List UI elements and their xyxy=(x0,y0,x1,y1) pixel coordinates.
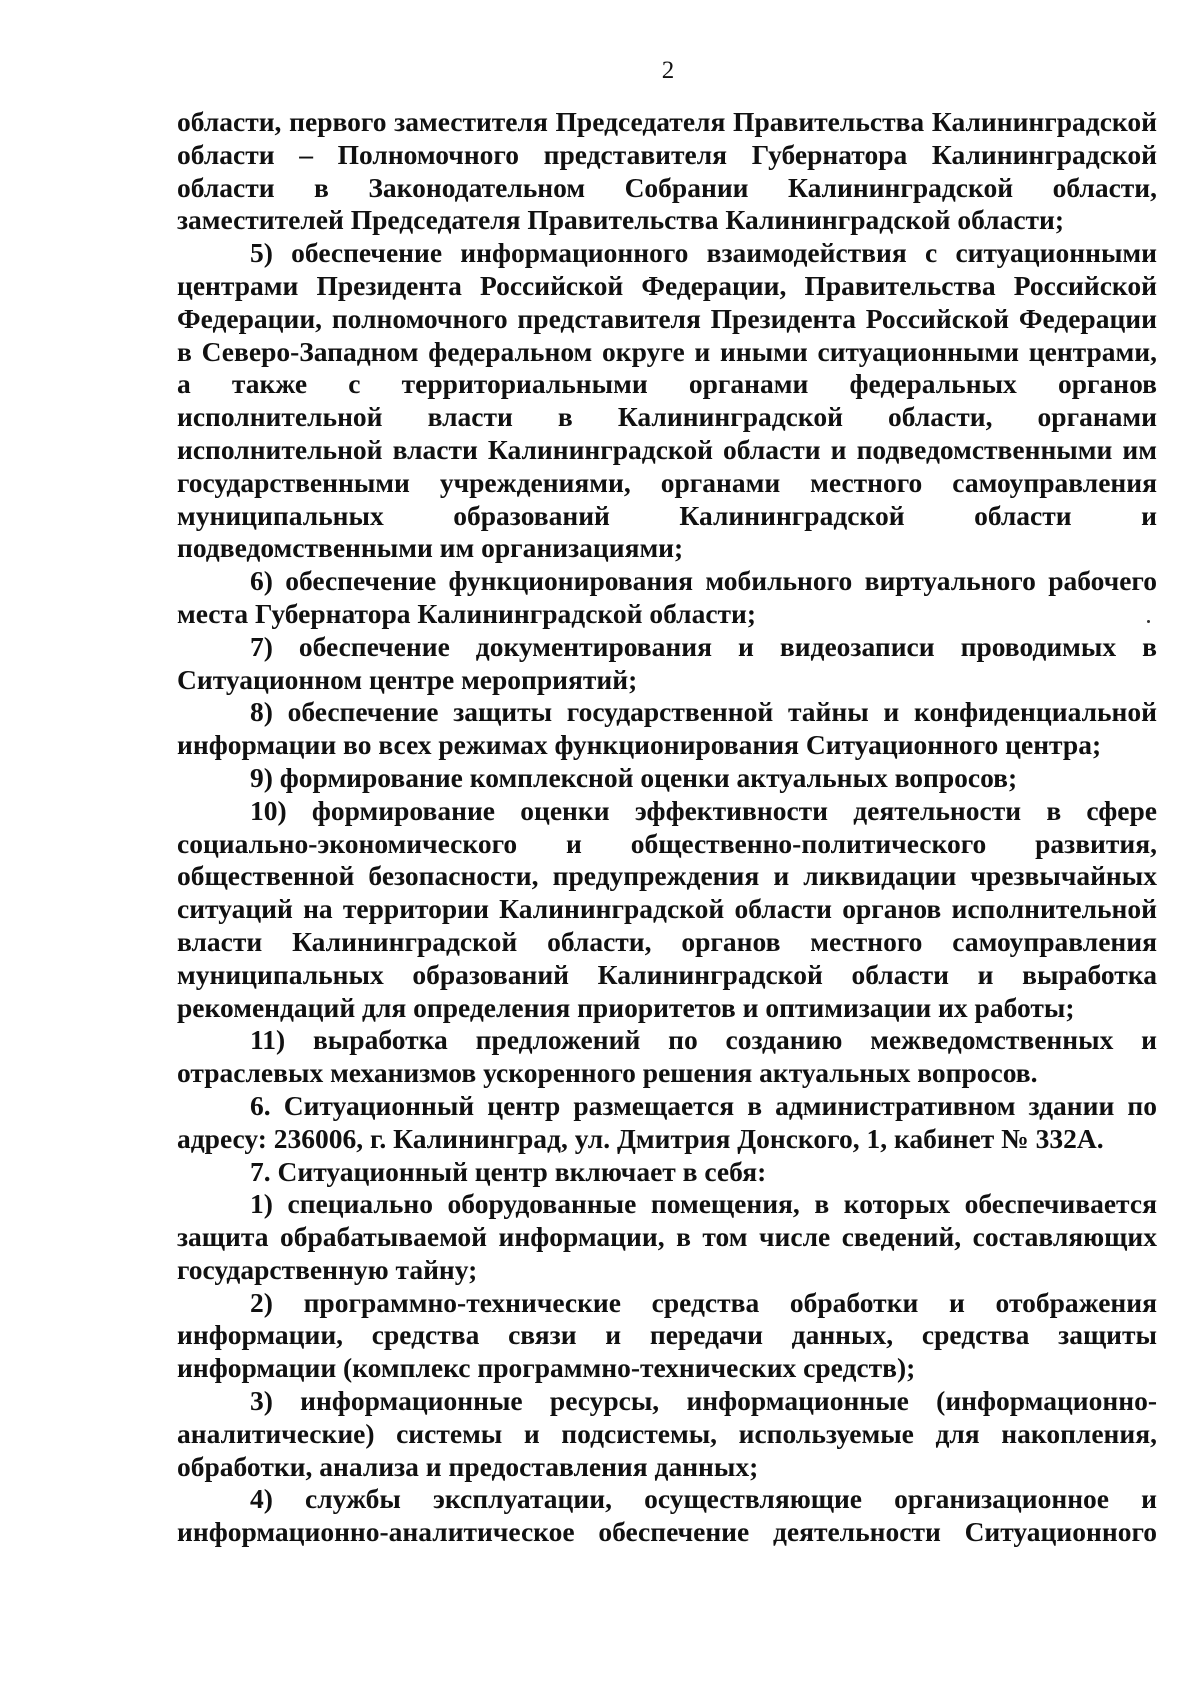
paragraph-section-7-item-2: 2) программно-технические средства обработки и отображения информации, средства связи и передачи данных, средства защиты информации (комплекс программно-технических средств); xyxy=(177,1286,1157,1384)
paragraph-item-11: 11) выработка предложений по созданию межведомственных и отраслевых механизмов ускоренного решения актуальных вопросов. xyxy=(177,1024,1157,1089)
paragraph-section-7: 7. Ситуационный центр включает в себя: xyxy=(250,1155,767,1187)
paragraph-item-6: 6) обеспечение функционирования мобильного виртуального рабочего места Губернатора Калининградской области; xyxy=(177,565,1157,629)
scan-speck xyxy=(1147,620,1150,623)
paragraph-item-10: 10) формирование оценки эффективности деятельности в сфере социально-экономического и общественно-политического развития, общественной безопасности, предупреждения и ликвидации чрезвычайных ситуаций на территории Калининградской области органов исполнительной власти Калининградской области, органов местного самоуправления муниципальных образований Калининградской области и выработка рекомендаций для определения приоритетов и оптимизации их работы; xyxy=(177,794,1157,1023)
paragraph-item-7: 7) обеспечение документирования и видеозаписи проводимых в Ситуационном центре мероприятий; xyxy=(177,630,1157,695)
paragraph-section-7-item-1: 1) специально оборудованные помещения, в которых обеспечивается защита обрабатываемой информации, в том числе сведений, составляющих государственную тайну; xyxy=(177,1188,1157,1285)
paragraph-section-7-item-3: 3) информационные ресурсы, информационные (информационно-аналитические) системы и подсистемы, используемые для накопления, обработки, анализа и предоставления данных; xyxy=(177,1385,1157,1482)
paragraph-item-8: 8) обеспечение защиты государственной тайны и конфиденциальной информации во всех режимах функционирования Ситуационного центра; xyxy=(177,696,1157,761)
document-body xyxy=(177,106,1157,1549)
page-number: 2 xyxy=(661,57,675,84)
paragraph-item-9: 9) формирование комплексной оценки актуальных вопросов; xyxy=(250,761,1018,793)
paragraph-item-5: 5) обеспечение информационного взаимодействия с ситуационными центрами Президента Российской Федерации, Правительства Российской Федерации, полномочного представителя Президента Российской Федерации в Северо-Западном федеральном округе и иными ситуационными центрами, а также с территориальными органами федеральных органов исполнительной власти в Калининградской области, органами исполнительной власти Калининградской области и подведомственными им государственными учреждениями, органами местного самоуправления муниципальных образований Калининградской области и подведомственными им организациями; xyxy=(177,237,1157,564)
paragraph-section-7-item-4: 4) службы эксплуатации, осуществляющие организационное и информационно-аналитическое обеспечение деятельности Ситуационного xyxy=(177,1483,1157,1548)
paragraph-section-6: 6. Ситуационный центр размещается в административном здании по адресу: 236006, г. Калининград, ул. Дмитрия Донского, 1, кабинет № 332А. xyxy=(177,1089,1157,1154)
paragraph-continuation: области, первого заместителя Председателя Правительства Калининградской области – Полномочного представителя Губернатора Калининградской области в Законодательном Собрании Калининградской области, заместителей Председателя Правительства Калининградской области; xyxy=(177,106,1157,236)
